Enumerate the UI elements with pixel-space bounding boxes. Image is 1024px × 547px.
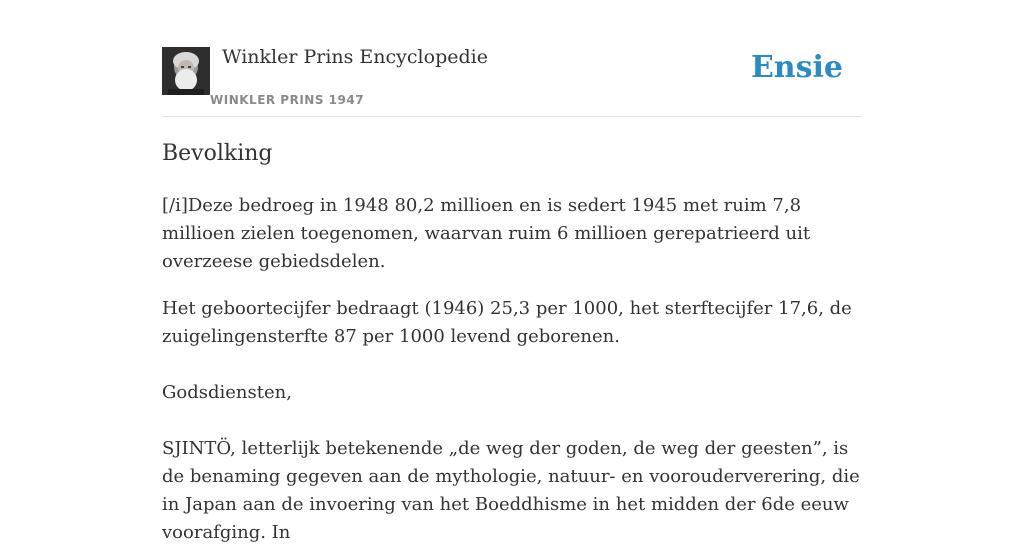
edition-label: WINKLER PRINS 1947	[210, 93, 365, 107]
article-title: Bevolking	[162, 141, 273, 166]
avatar[interactable]	[162, 47, 210, 95]
site-title-link[interactable]: Winkler Prins Encyclopedie	[222, 46, 488, 68]
article-content	[162, 138, 862, 547]
header	[162, 40, 862, 117]
article-paragraph-population: [/i]Deze bedroeg in 1948 80,2 millioen en is sedert 1945 met ruim 7,8 millioen zielen toegenomen, waarvan ruim 6 millioen gerepatrieerd uit overzeese gebiedsdelen.	[162, 195, 811, 272]
article-paragraph-birthrate: Het geboortecijfer bedraagt (1946) 25,3 per 1000, het sterftecijfer 17,6, de zuigelingensterfte 87 per 1000 levend geborenen.	[162, 298, 852, 347]
ensie-logo-link[interactable]: Ensie	[750, 50, 843, 85]
portrait-avatar-icon	[162, 47, 210, 95]
article-paragraph-shinto: SJINTÖ, letterlijk betekenende „de weg der goden, de weg der geesten”, is de benaming gegeven aan de mythologie, natuur- en voorouderverering, die in Japan aan de invoering van het Boeddhisme in het midden der 6de eeuw voorafging. In	[162, 438, 860, 543]
article-paragraph-religions-heading: Godsdiensten,	[162, 382, 292, 403]
